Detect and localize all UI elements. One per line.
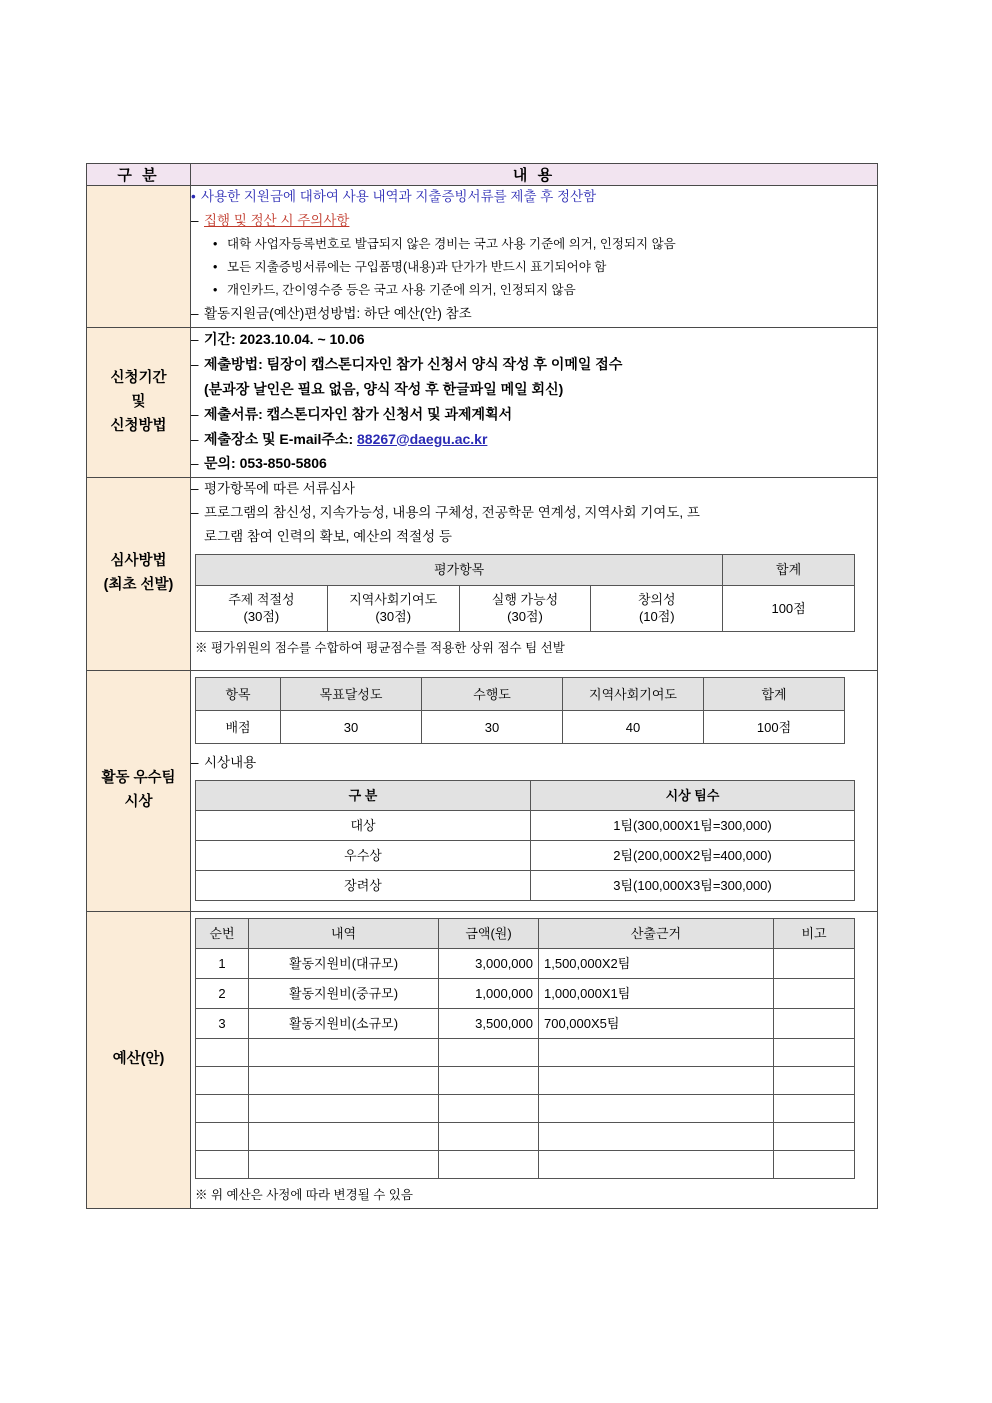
evaluation-criteria-table: [195, 554, 855, 632]
apply-line-1: – 기간: 2023.10.04. ~ 10.06: [191, 331, 365, 348]
row-content-settlement: [191, 186, 878, 328]
score-header-0: 항목: [196, 678, 281, 711]
eval-total-value: 100점: [723, 585, 855, 631]
budget-cell-remark: [774, 1123, 855, 1151]
budget-cell-no: [196, 1039, 249, 1067]
budget-cell-remark: [774, 949, 855, 979]
budget-cell-basis: [539, 1151, 774, 1179]
budget-cell-amount: 3,500,000: [439, 1009, 539, 1039]
award-header-row: [196, 781, 855, 811]
eval-head-row: [196, 554, 855, 585]
budget-cell-desc: 활동지원비(대규모): [249, 949, 439, 979]
budget-cell-amount: [439, 1123, 539, 1151]
score-header-4: 합계: [704, 678, 845, 711]
budget-cell-basis: 700,000X5팀: [539, 1009, 774, 1039]
budget-cell-no: [196, 1123, 249, 1151]
budget-cell-desc: [249, 1095, 439, 1123]
email-link[interactable]: 88267@daegu.ac.kr: [357, 430, 488, 447]
budget-header-1: 내역: [249, 919, 439, 949]
budget-cell-amount: [439, 1067, 539, 1095]
bullet-settlement-2: – 집행 및 정산 시 주의사항: [191, 212, 350, 228]
award-table: [195, 780, 855, 901]
award-intro-line: – 시상내용: [191, 755, 257, 771]
award-row-1-value: 1팀(300,000X1팀=300,000): [531, 811, 855, 841]
budget-cell-basis: [539, 1067, 774, 1095]
row-label-empty: [87, 186, 191, 328]
table-header-row: [87, 164, 878, 186]
score-value-4: 100점: [704, 711, 845, 744]
budget-header-4: 비고: [774, 919, 855, 949]
award-row-2-name: 우수상: [196, 841, 531, 871]
budget-cell-remark: [774, 1095, 855, 1123]
score-value-1: 30: [281, 711, 422, 744]
budget-cell-remark: [774, 1067, 855, 1095]
budget-cell-basis: [539, 1039, 774, 1067]
apply-line-3: (분과장 날인은 필요 없음, 양식 작성 후 한글파일 메일 회신): [204, 381, 564, 398]
bullet-settlement-1: • 사용한 지원금에 대하여 사용 내역과 지출증빙서류를 제출 후 정산함: [191, 189, 597, 204]
budget-cell-remark: [774, 1039, 855, 1067]
row-content-budget: [191, 912, 878, 1208]
row-content-application: [191, 328, 878, 478]
budget-cell-basis: [539, 1095, 774, 1123]
table-row-settlement: [87, 186, 878, 328]
budget-row: [196, 1123, 855, 1151]
eval-line-3: 로그램 참여 인력의 확보, 예산의 적절성 등: [204, 529, 452, 545]
apply-line-2: – 제출방법: 팀장이 캡스톤디자인 참가 신청서 양식 작성 후 이메일 접수: [191, 356, 623, 373]
table-row-application: [87, 328, 878, 478]
budget-cell-basis: 1,000,000X1팀: [539, 979, 774, 1009]
award-row-2: [196, 841, 855, 871]
award-row-2-value: 2팀(200,000X2팀=400,000): [531, 841, 855, 871]
award-header-0: 구 분: [196, 781, 531, 811]
sub-bullet-2: • 모든 지출증빙서류에는 구입품명(내용)과 단가가 반드시 표기되어야 함: [213, 259, 607, 274]
apply-line-4: – 제출서류: 캡스톤디자인 참가 신청서 및 과제계획서: [191, 405, 513, 422]
document-page: [86, 163, 878, 1209]
sub-bullet-1: • 대학 사업자등록번호로 발급되지 않은 경비는 국고 사용 기준에 의거, 인정되지 않음: [213, 236, 676, 251]
eval-item-1: 주제 적절성 (30점): [196, 585, 328, 631]
budget-row: [196, 1095, 855, 1123]
table-row-evaluation: [87, 478, 878, 671]
budget-cell-basis: [539, 1123, 774, 1151]
budget-cell-no: [196, 1151, 249, 1179]
budget-row: [196, 1039, 855, 1067]
evaluation-note: ※ 평가위원의 점수를 수합하여 평균점수를 적용한 상위 점수 팀 선발: [195, 640, 565, 655]
budget-cell-desc: [249, 1151, 439, 1179]
budget-row: [196, 949, 855, 979]
eval-head-main: 평가항목: [196, 554, 723, 585]
budget-cell-amount: 3,000,000: [439, 949, 539, 979]
budget-cell-no: 3: [196, 1009, 249, 1039]
score-table: [195, 677, 845, 744]
budget-cell-desc: [249, 1123, 439, 1151]
budget-header-row: [196, 919, 855, 949]
score-header-row: [196, 678, 845, 711]
eval-body-row: [196, 585, 855, 631]
row-content-awards: [191, 671, 878, 912]
budget-row: [196, 1009, 855, 1039]
award-row-3-name: 장려상: [196, 871, 531, 901]
budget-cell-no: [196, 1067, 249, 1095]
row-label-application: 신청기간 및 신청방법: [87, 328, 191, 478]
score-value-row: [196, 711, 845, 744]
eval-item-3: 실행 가능성 (30점): [459, 585, 591, 631]
main-table: [86, 163, 878, 1209]
score-value-0: 배점: [196, 711, 281, 744]
award-row-1-name: 대상: [196, 811, 531, 841]
budget-row: [196, 979, 855, 1009]
header-cell-content: 내 용: [191, 164, 878, 186]
award-row-3: [196, 871, 855, 901]
eval-head-total: 합계: [723, 554, 855, 585]
budget-header-3: 산출근거: [539, 919, 774, 949]
eval-line-1: – 평가항목에 따른 서류심사: [191, 481, 355, 497]
table-row-budget: [87, 912, 878, 1208]
budget-cell-desc: [249, 1039, 439, 1067]
row-label-evaluation: 심사방법 (최초 선발): [87, 478, 191, 671]
score-value-2: 30: [422, 711, 563, 744]
bullet-settlement-3: – 활동지원금(예산)편성방법: 하단 예산(안) 참조: [191, 306, 472, 322]
row-content-evaluation: [191, 478, 878, 671]
budget-cell-basis: 1,500,000X2팀: [539, 949, 774, 979]
header-cell-category: 구 분: [87, 164, 191, 186]
award-header-1: 시상 팀수: [531, 781, 855, 811]
budget-cell-amount: 1,000,000: [439, 979, 539, 1009]
budget-cell-amount: [439, 1095, 539, 1123]
apply-line-5: – 제출장소 및 E-mail주소: 88267@daegu.ac.kr: [191, 430, 488, 447]
sub-bullet-list: [191, 234, 877, 301]
budget-cell-no: [196, 1095, 249, 1123]
budget-cell-desc: 활동지원비(중규모): [249, 979, 439, 1009]
budget-cell-remark: [774, 1151, 855, 1179]
budget-cell-amount: [439, 1151, 539, 1179]
score-header-1: 목표달성도: [281, 678, 422, 711]
table-row-awards: [87, 671, 878, 912]
budget-cell-desc: [249, 1067, 439, 1095]
eval-item-2: 지역사회기여도 (30점): [327, 585, 459, 631]
budget-row: [196, 1067, 855, 1095]
sub-bullet-3: • 개인카드, 간이영수증 등은 국고 사용 기준에 의거, 인정되지 않음: [213, 283, 576, 298]
budget-header-2: 금액(원): [439, 919, 539, 949]
budget-cell-remark: [774, 979, 855, 1009]
award-row-1: [196, 811, 855, 841]
budget-cell-amount: [439, 1039, 539, 1067]
row-label-budget: 예산(안): [87, 912, 191, 1208]
budget-table: [195, 918, 855, 1179]
budget-cell-remark: [774, 1009, 855, 1039]
budget-cell-no: 2: [196, 979, 249, 1009]
score-header-3: 지역사회기여도: [563, 678, 704, 711]
budget-row: [196, 1151, 855, 1179]
apply-line-6: – 문의: 053-850-5806: [191, 455, 327, 472]
budget-cell-desc: 활동지원비(소규모): [249, 1009, 439, 1039]
score-value-3: 40: [563, 711, 704, 744]
award-row-3-value: 3팀(100,000X3팀=300,000): [531, 871, 855, 901]
eval-item-4: 창의성 (10점): [591, 585, 723, 631]
eval-line-2: – 프로그램의 참신성, 지속가능성, 내용의 구체성, 전공학문 연계성, 지역사회 기여도, 프: [191, 505, 700, 521]
budget-cell-no: 1: [196, 949, 249, 979]
score-header-2: 수행도: [422, 678, 563, 711]
row-label-awards: 활동 우수팀 시상: [87, 671, 191, 912]
budget-header-0: 순번: [196, 919, 249, 949]
budget-note: ※ 위 예산은 사정에 따라 변경될 수 있음: [195, 1188, 413, 1203]
